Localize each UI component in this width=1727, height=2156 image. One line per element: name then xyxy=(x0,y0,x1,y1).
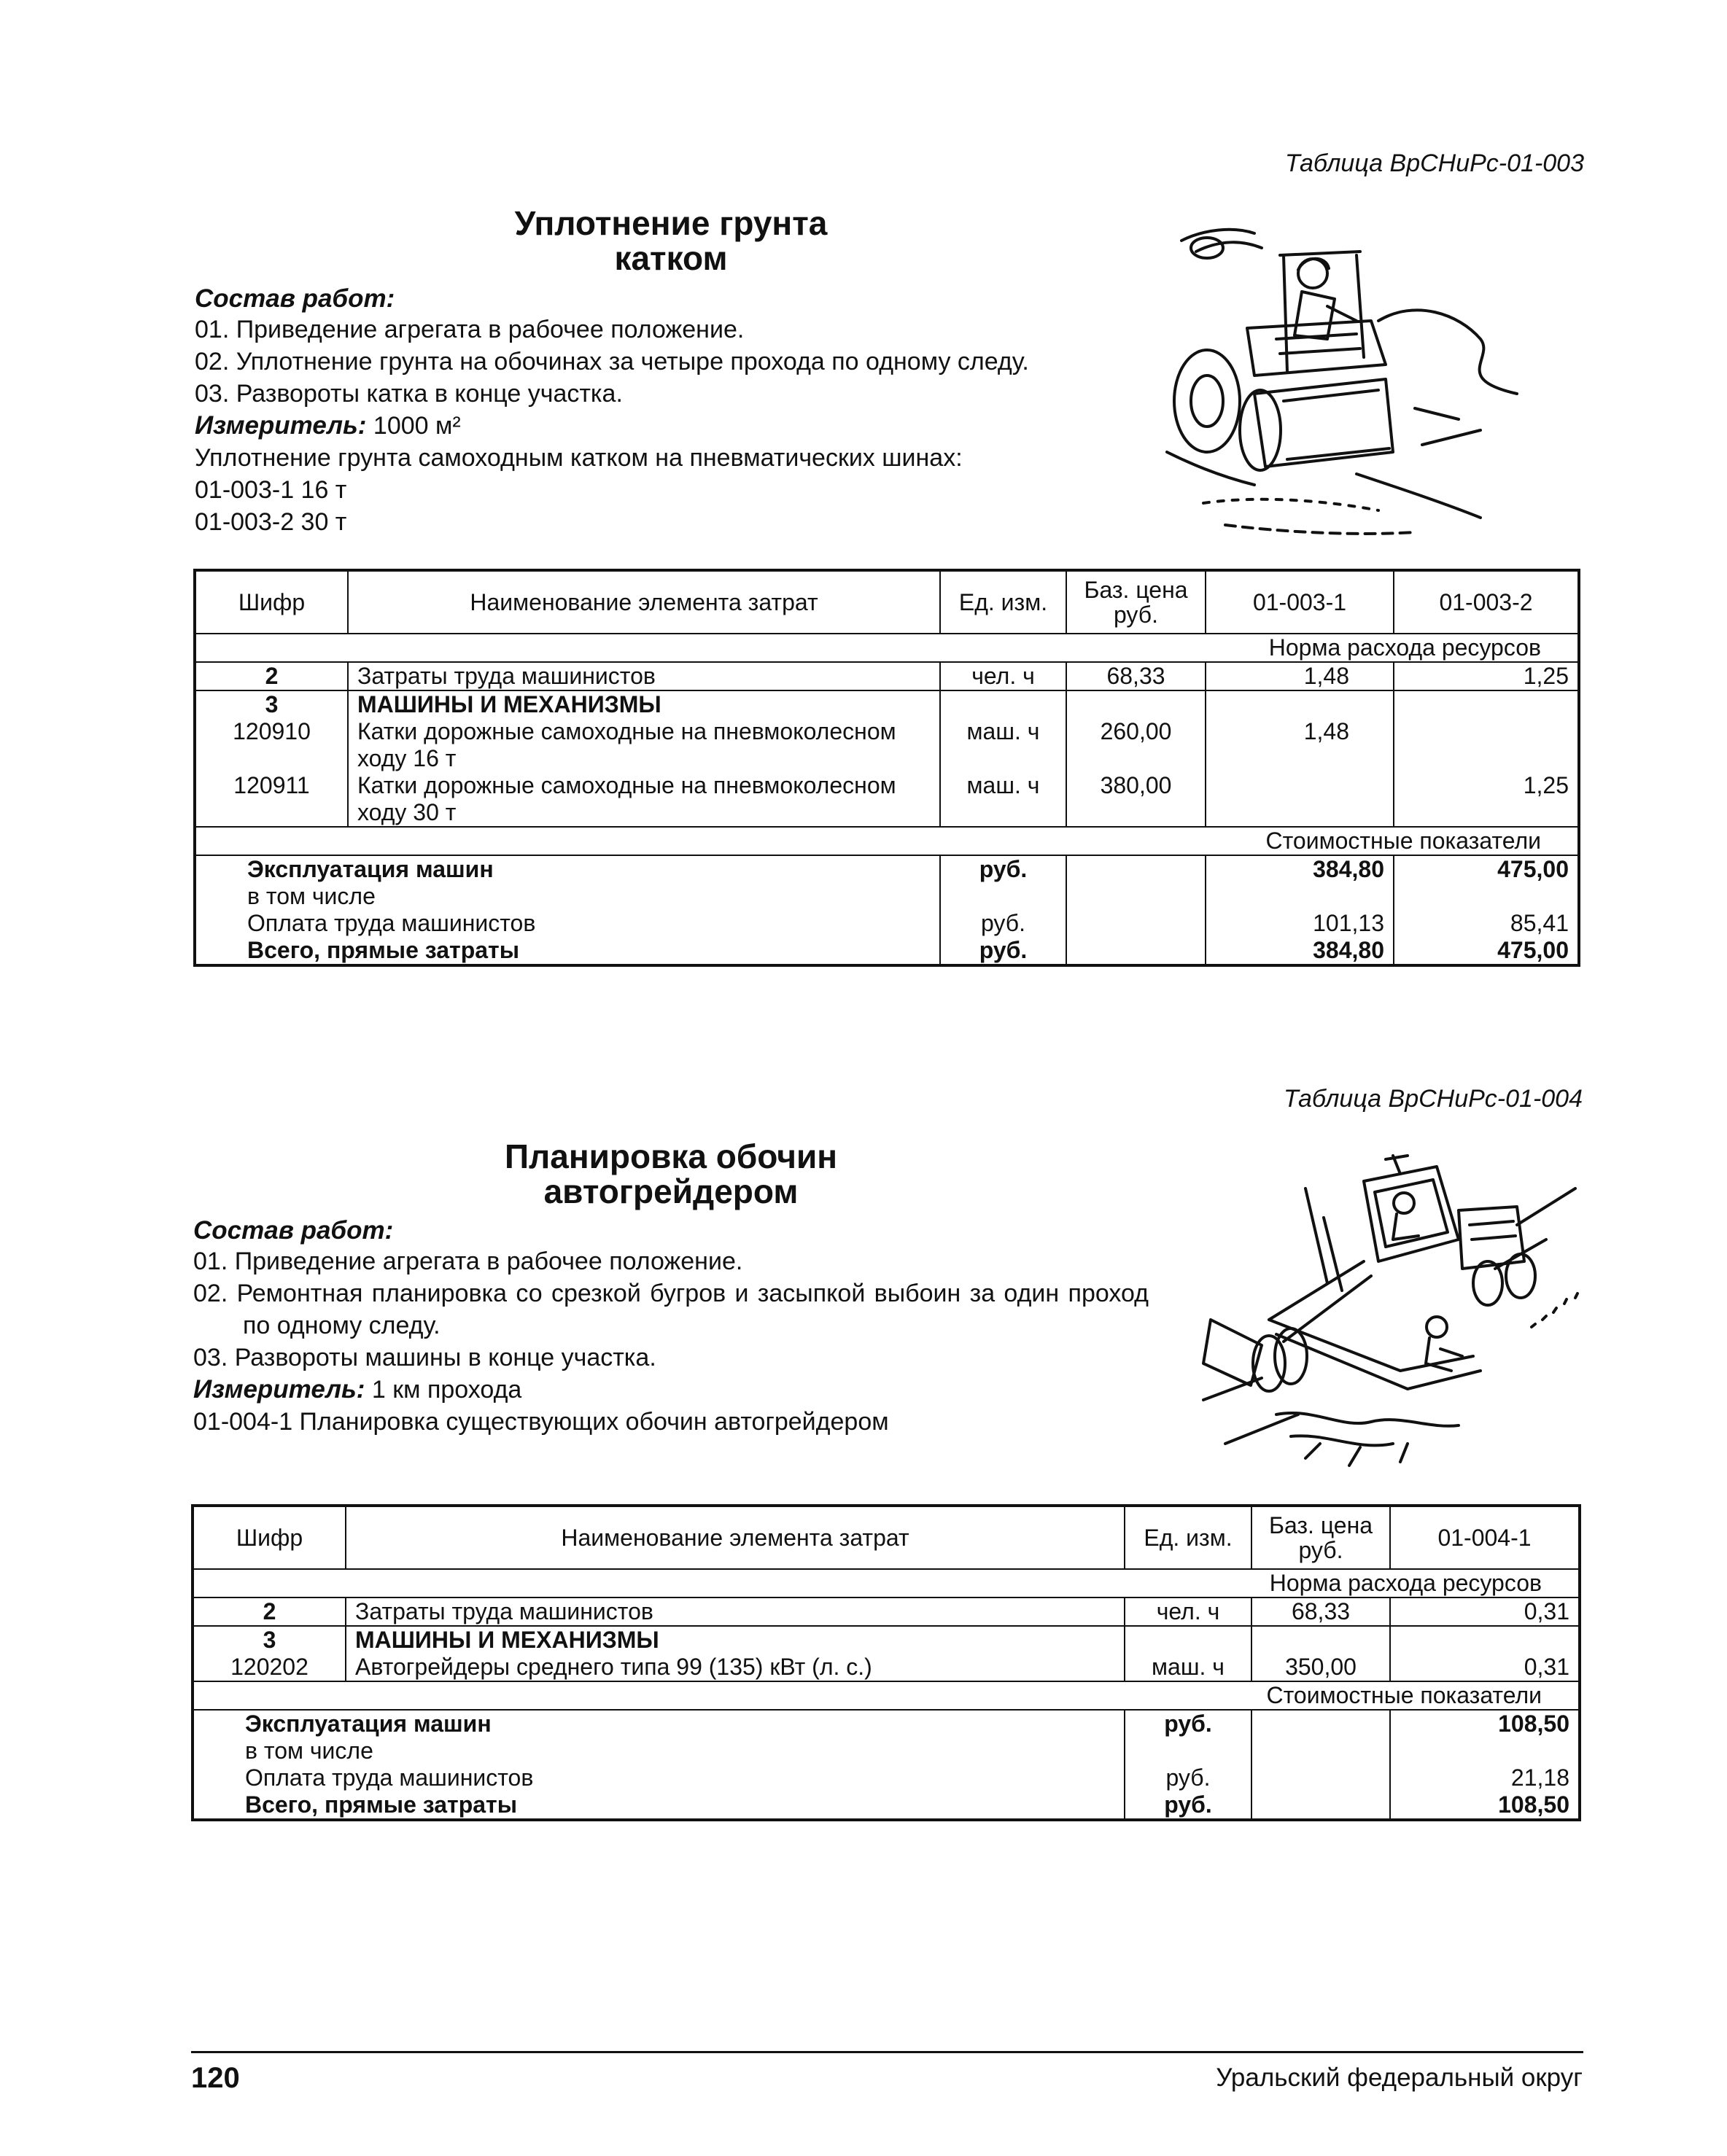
footer-region: Уральский федеральный округ xyxy=(1216,2063,1583,2092)
cell-name: Оплата труда машинистов xyxy=(193,1764,1125,1791)
table-row xyxy=(195,662,1579,690)
cell-value: 475,00 xyxy=(1394,937,1579,965)
cell-unit: руб. xyxy=(940,855,1066,883)
work-item: 02. Ремонтная планировка со срезкой бугров и засыпкой выбоин за один проход по одному следу. xyxy=(193,1280,1149,1339)
column-header: Шифр xyxy=(195,570,348,634)
cell-name: Затраты труда машинистов xyxy=(348,662,940,690)
column-header: 01-004-1 xyxy=(1390,1506,1580,1569)
cell-code: 120911 xyxy=(195,772,348,827)
section-title-line2: автогрейдером xyxy=(543,1172,799,1210)
measure-value: 1 км прохода xyxy=(371,1376,522,1404)
section-title-line1: Планировка обочин xyxy=(504,1137,838,1175)
section-label: Норма расхода ресурсов xyxy=(195,634,1579,662)
cell-code: 2 xyxy=(195,662,348,690)
work-composition xyxy=(195,284,1165,538)
measure-value: 1000 м² xyxy=(373,412,461,440)
table-row xyxy=(193,1654,1580,1681)
table-row xyxy=(193,1597,1580,1626)
cell-name: Катки дорожные самоходные на пневмоколесном ходу 16 т xyxy=(348,718,940,772)
page-number: 120 xyxy=(191,2062,240,2094)
cell-value: 1,25 xyxy=(1394,772,1579,827)
cell-name: Оплата труда машинистов xyxy=(195,910,940,937)
work-label: Состав работ: xyxy=(195,284,395,313)
work-item: 01. Приведение агрегата в рабочее положение. xyxy=(195,316,745,343)
section-title-line2: катком xyxy=(614,239,728,277)
work-composition xyxy=(193,1216,1149,1438)
column-header: Баз. цена руб. xyxy=(1066,570,1206,634)
section-title xyxy=(438,206,904,276)
footer-divider xyxy=(191,2051,1583,2053)
cell-name: Всего, прямые затраты xyxy=(193,1791,1125,1820)
cell-name: Всего, прямые затраты xyxy=(195,937,940,965)
section-label: Стоимостные показатели xyxy=(195,827,1579,855)
column-header: Наименование элемента затрат xyxy=(346,1506,1125,1569)
cell-value: 384,80 xyxy=(1206,937,1394,965)
column-header: Шифр xyxy=(193,1506,346,1569)
cell-unit: чел. ч xyxy=(1125,1597,1251,1626)
cell-code: 3 xyxy=(195,690,348,718)
cell-unit: руб. xyxy=(940,937,1066,965)
table-row xyxy=(193,1626,1580,1654)
table-row xyxy=(193,1791,1580,1820)
cell-name: МАШИНЫ И МЕХАНИЗМЫ xyxy=(348,690,940,718)
work-item: 02. Уплотнение грунта на обочинах за четыре прохода по одному следу. xyxy=(195,348,1029,375)
column-header: 01-003-2 xyxy=(1394,570,1579,634)
column-header: Ед. изм. xyxy=(940,570,1066,634)
cell-value: 1,48 xyxy=(1206,718,1394,772)
cell-code: 120910 xyxy=(195,718,348,772)
measure-label: Измеритель: xyxy=(193,1375,365,1404)
cell-unit: руб. xyxy=(940,910,1066,937)
cell-name: Эксплуатация машин xyxy=(193,1710,1125,1737)
cell-price: 260,00 xyxy=(1066,718,1206,772)
table-row xyxy=(195,772,1579,827)
table-row xyxy=(195,718,1579,772)
cell-value: 475,00 xyxy=(1394,855,1579,883)
norms-table xyxy=(193,569,1580,967)
cell-value: 1,48 xyxy=(1206,662,1394,690)
measure-label: Измеритель: xyxy=(195,411,367,440)
cell-value: 0,31 xyxy=(1390,1654,1580,1681)
work-label: Состав работ: xyxy=(193,1216,394,1245)
section-row xyxy=(195,634,1579,662)
cell-price: 68,33 xyxy=(1066,662,1206,690)
table-row xyxy=(195,855,1579,883)
table-row xyxy=(193,1737,1580,1764)
cell-value: 108,50 xyxy=(1390,1791,1580,1820)
table-row xyxy=(193,1764,1580,1791)
measure-line xyxy=(193,1374,1149,1406)
description: Уплотнение грунта самоходным катком на пневматических шинах: xyxy=(195,444,963,472)
work-item: 03. Развороты машины в конце участка. xyxy=(193,1344,656,1371)
cell-code: 2 xyxy=(193,1597,346,1626)
variant: 01-004-1 Планировка существующих обочин автогрейдером xyxy=(193,1408,889,1436)
cell-name: Катки дорожные самоходные на пневмоколесном ходу 30 т xyxy=(348,772,940,827)
column-header: Ед. изм. xyxy=(1125,1506,1251,1569)
section-row xyxy=(193,1681,1580,1710)
cell-value: 101,13 xyxy=(1206,910,1394,937)
cell-unit: руб. xyxy=(1125,1791,1251,1820)
section-title xyxy=(438,1139,904,1209)
column-header: 01-003-1 xyxy=(1206,570,1394,634)
cell-code: 120202 xyxy=(193,1654,346,1681)
column-header: Баз. цена руб. xyxy=(1251,1506,1390,1569)
table-row xyxy=(195,883,1579,910)
cell-value: 0,31 xyxy=(1390,1597,1580,1626)
cell-name: МАШИНЫ И МЕХАНИЗМЫ xyxy=(346,1626,1125,1654)
norms-table xyxy=(191,1504,1581,1821)
cell-price: 350,00 xyxy=(1251,1654,1390,1681)
section-row xyxy=(193,1569,1580,1597)
table-caption: Таблица ВрСНиРс-01-004 xyxy=(1283,1085,1583,1113)
cell-code: 3 xyxy=(193,1626,346,1654)
cell-unit: руб. xyxy=(1125,1710,1251,1737)
work-item: 03. Развороты катка в конце участка. xyxy=(195,380,623,408)
cell-price: 68,33 xyxy=(1251,1597,1390,1626)
cell-value xyxy=(1206,772,1394,827)
road-roller-illustration xyxy=(1138,211,1532,540)
cell-unit: маш. ч xyxy=(940,718,1066,772)
work-item: 01. Приведение агрегата в рабочее положение. xyxy=(193,1248,743,1275)
cell-unit: маш. ч xyxy=(1125,1654,1251,1681)
table-row xyxy=(195,910,1579,937)
column-header: Наименование элемента затрат xyxy=(348,570,940,634)
cell-name: Эксплуатация машин xyxy=(195,855,940,883)
cell-unit: чел. ч xyxy=(940,662,1066,690)
variant: 01-003-2 30 т xyxy=(195,508,347,536)
cell-value: 108,50 xyxy=(1390,1710,1580,1737)
motor-grader-illustration xyxy=(1181,1137,1590,1473)
table-header-row xyxy=(195,570,1579,634)
section-label: Стоимостные показатели xyxy=(193,1681,1580,1710)
cell-value: 1,25 xyxy=(1394,662,1579,690)
cell-value: 85,41 xyxy=(1394,910,1579,937)
table-row xyxy=(195,937,1579,965)
cell-value: 384,80 xyxy=(1206,855,1394,883)
section-row xyxy=(195,827,1579,855)
cell-value xyxy=(1394,718,1579,772)
cell-name: в том числе xyxy=(195,883,940,910)
cell-name: Затраты труда машинистов xyxy=(346,1597,1125,1626)
cell-unit: руб. xyxy=(1125,1764,1251,1791)
table-header-row xyxy=(193,1506,1580,1569)
cell-name: Автогрейдеры среднего типа 99 (135) кВт (л. с.) xyxy=(346,1654,1125,1681)
variant: 01-003-1 16 т xyxy=(195,476,347,504)
cell-unit: маш. ч xyxy=(940,772,1066,827)
section-label: Норма расхода ресурсов xyxy=(193,1569,1580,1597)
cell-price: 380,00 xyxy=(1066,772,1206,827)
measure-line xyxy=(195,410,1165,442)
cell-name: в том числе xyxy=(193,1737,1125,1764)
table-row xyxy=(193,1710,1580,1737)
section-title-line1: Уплотнение грунта xyxy=(514,204,828,242)
cell-value: 21,18 xyxy=(1390,1764,1580,1791)
table-row xyxy=(195,690,1579,718)
table-caption: Таблица ВрСНиРс-01-003 xyxy=(1284,149,1584,177)
